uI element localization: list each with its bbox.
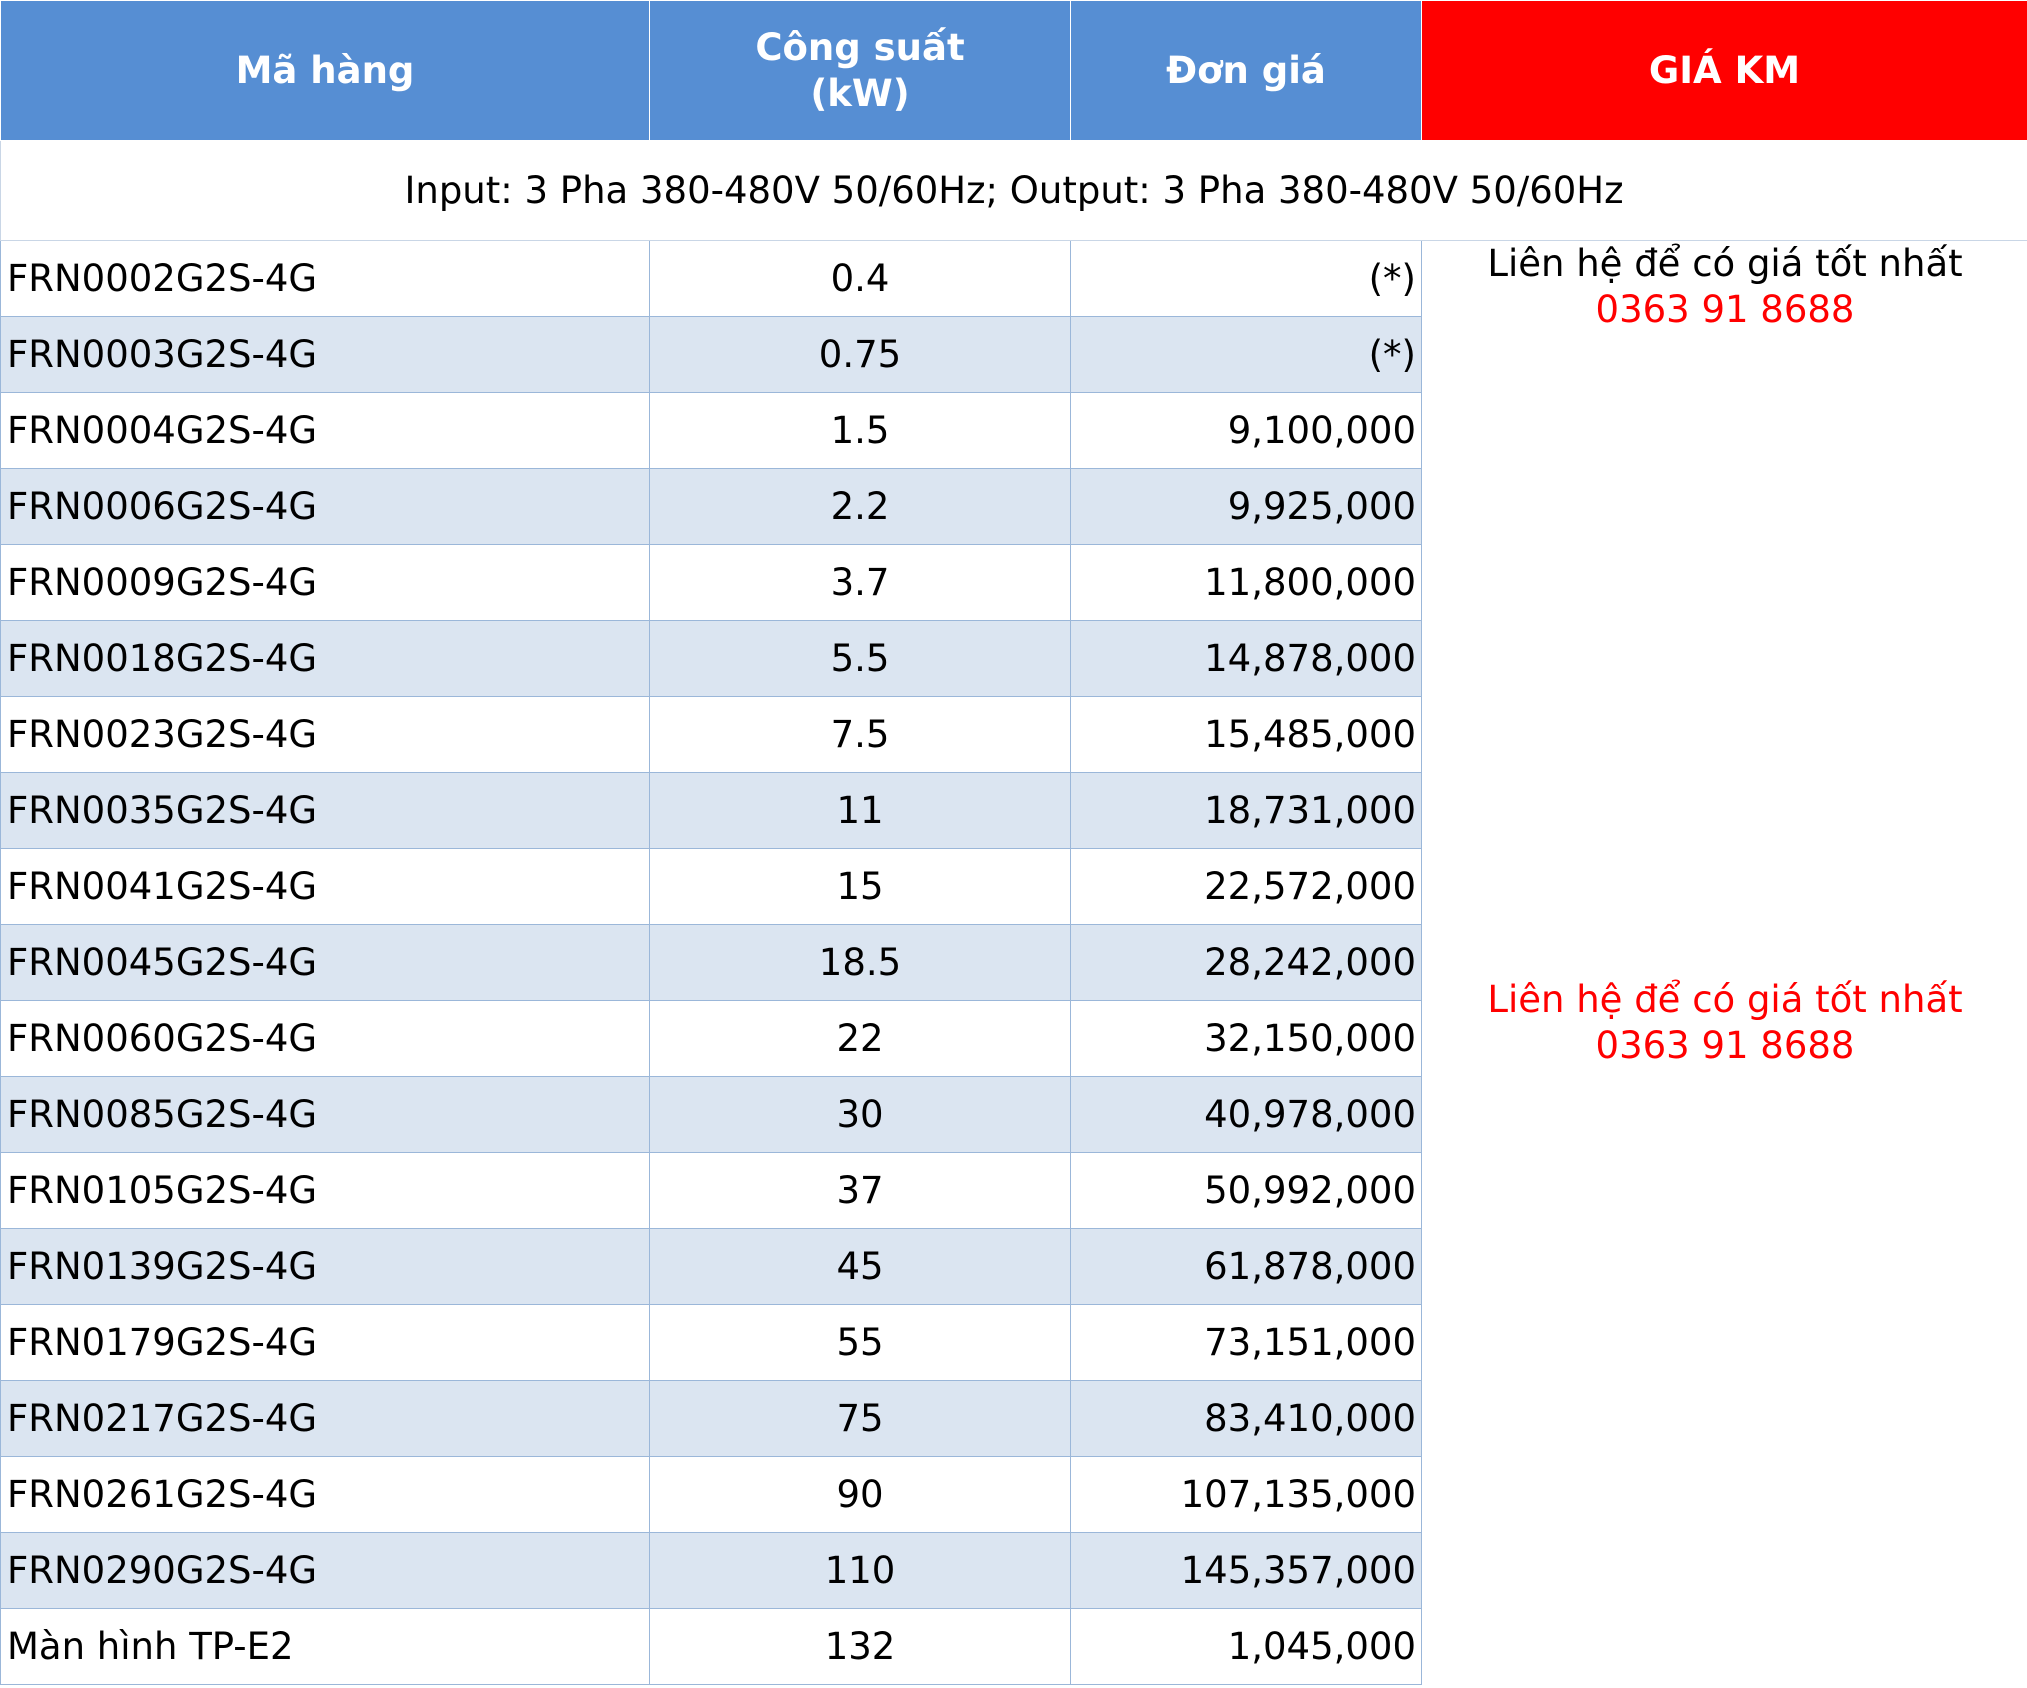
unit-price: 28,242,000 — [1071, 925, 1422, 1001]
power-kw: 110 — [650, 1533, 1071, 1609]
product-code: FRN0179G2S-4G — [1, 1305, 650, 1381]
unit-price: 83,410,000 — [1071, 1381, 1422, 1457]
promo-phone[interactable]: 0363 91 8688 — [1595, 288, 1855, 331]
power-kw: 132 — [650, 1609, 1071, 1685]
power-kw: 0.75 — [650, 317, 1071, 393]
unit-price: (*) — [1071, 241, 1422, 317]
product-code: FRN0004G2S-4G — [1, 393, 650, 469]
product-code: FRN0105G2S-4G — [1, 1153, 650, 1229]
power-kw: 0.4 — [650, 241, 1071, 317]
power-kw: 90 — [650, 1457, 1071, 1533]
promo-note-top — [1422, 241, 2027, 333]
product-code: FRN0035G2S-4G — [1, 773, 650, 849]
power-kw: 18.5 — [650, 925, 1071, 1001]
unit-price: 73,151,000 — [1071, 1305, 1422, 1381]
product-code: FRN0139G2S-4G — [1, 1229, 650, 1305]
product-code: Màn hình TP-E2 — [1, 1609, 650, 1685]
unit-price: 50,992,000 — [1071, 1153, 1422, 1229]
power-kw: 30 — [650, 1077, 1071, 1153]
unit-price: 32,150,000 — [1071, 1001, 1422, 1077]
product-code: FRN0006G2S-4G — [1, 469, 650, 545]
promo-cell — [1422, 241, 2027, 1685]
unit-price: 18,731,000 — [1071, 773, 1422, 849]
product-code: FRN0290G2S-4G — [1, 1533, 650, 1609]
unit-price: 15,485,000 — [1071, 697, 1422, 773]
power-kw: 11 — [650, 773, 1071, 849]
promo-contact-text: Liên hệ để có giá tốt nhất — [1487, 978, 1963, 1021]
product-code: FRN0261G2S-4G — [1, 1457, 650, 1533]
table-row — [1, 241, 2027, 317]
power-kw: 15 — [650, 849, 1071, 925]
unit-price: 40,978,000 — [1071, 1077, 1422, 1153]
header-row — [1, 1, 2027, 141]
unit-price: 14,878,000 — [1071, 621, 1422, 697]
header-power-line2: (kW) — [810, 71, 910, 115]
header-power — [650, 1, 1071, 141]
unit-price: 9,100,000 — [1071, 393, 1422, 469]
product-code: FRN0009G2S-4G — [1, 545, 650, 621]
header-code: Mã hàng — [1, 1, 650, 141]
power-kw: 7.5 — [650, 697, 1071, 773]
header-price: Đơn giá — [1071, 1, 1422, 141]
power-kw: 55 — [650, 1305, 1071, 1381]
unit-price: 145,357,000 — [1071, 1533, 1422, 1609]
power-kw: 3.7 — [650, 545, 1071, 621]
product-code: FRN0002G2S-4G — [1, 241, 650, 317]
unit-price: 11,800,000 — [1071, 545, 1422, 621]
header-promo: GIÁ KM — [1422, 1, 2027, 141]
spec-text: Input: 3 Pha 380-480V 50/60Hz; Output: 3 Pha 380-480V 50/60Hz — [1, 141, 2027, 241]
product-code: FRN0045G2S-4G — [1, 925, 650, 1001]
product-code: FRN0085G2S-4G — [1, 1077, 650, 1153]
product-code: FRN0060G2S-4G — [1, 1001, 650, 1077]
power-kw: 1.5 — [650, 393, 1071, 469]
product-code: FRN0018G2S-4G — [1, 621, 650, 697]
power-kw: 37 — [650, 1153, 1071, 1229]
unit-price: (*) — [1071, 317, 1422, 393]
power-kw: 75 — [650, 1381, 1071, 1457]
product-code: FRN0003G2S-4G — [1, 317, 650, 393]
promo-note-middle — [1422, 977, 2027, 1069]
power-kw: 2.2 — [650, 469, 1071, 545]
product-code: FRN0023G2S-4G — [1, 697, 650, 773]
power-kw: 5.5 — [650, 621, 1071, 697]
promo-phone[interactable]: 0363 91 8688 — [1595, 1024, 1855, 1067]
header-power-line1: Công suất — [755, 25, 965, 69]
unit-price: 1,045,000 — [1071, 1609, 1422, 1685]
product-code: FRN0217G2S-4G — [1, 1381, 650, 1457]
power-kw: 45 — [650, 1229, 1071, 1305]
product-code: FRN0041G2S-4G — [1, 849, 650, 925]
unit-price: 61,878,000 — [1071, 1229, 1422, 1305]
promo-contact-text: Liên hệ để có giá tốt nhất — [1487, 242, 1963, 285]
unit-price: 107,135,000 — [1071, 1457, 1422, 1533]
spec-row — [1, 141, 2027, 241]
power-kw: 22 — [650, 1001, 1071, 1077]
unit-price: 22,572,000 — [1071, 849, 1422, 925]
unit-price: 9,925,000 — [1071, 469, 1422, 545]
